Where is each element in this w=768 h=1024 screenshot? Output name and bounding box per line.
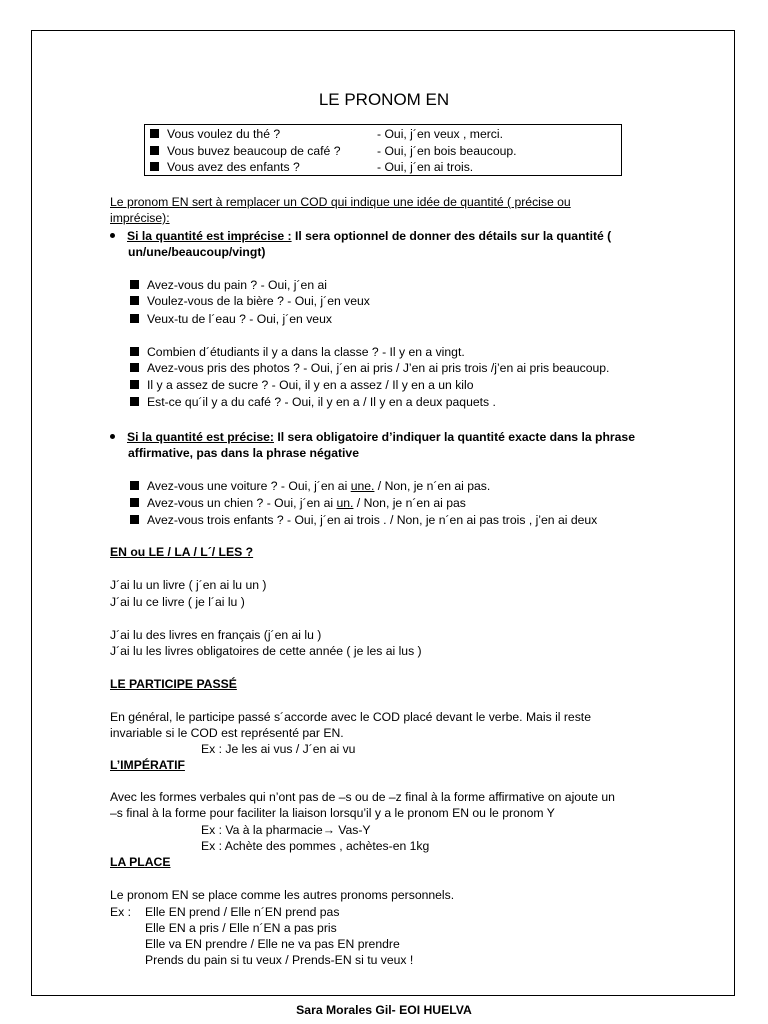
list-item: Avez-vous du pain ? - Oui, j´en ai	[130, 277, 327, 293]
bullet-icon	[110, 434, 115, 439]
list-item: Avez-vous trois enfants ? - Oui, j´en ai trois . / Non, je n´en ai pas trois , j’en ai deux	[130, 512, 597, 528]
square-bullet-icon	[130, 481, 139, 490]
imperatif-heading: L’IMPÉRATIF	[110, 758, 185, 772]
square-bullet-icon	[130, 280, 139, 289]
footer-author: Sara Morales Gil- EOI HUELVA	[296, 1003, 472, 1017]
participe-heading: LE PARTICIPE PASSÉ	[110, 677, 237, 691]
square-bullet-icon	[130, 363, 139, 372]
participe-line-2: invariable si le COD est représenté par EN.	[110, 726, 344, 740]
square-bullet-icon	[130, 347, 139, 356]
example-2: Vous buvez beaucoup de café ?	[150, 143, 340, 159]
list-item: Avez-vous une voiture ? - Oui, j´en ai une. / Non, je n´en ai pas.	[130, 478, 490, 494]
list-item: Veux-tu de l´eau ? - Oui, j´en veux	[130, 311, 332, 327]
list-item: Voulez-vous de la bière ? - Oui, j´en veux	[130, 293, 370, 309]
en-ou-line: J´ai lu ce livre ( je l´ai lu )	[110, 595, 245, 609]
imprecise-section	[110, 228, 611, 244]
place-line-1: Le pronom EN se place comme les autres pronoms personnels.	[110, 888, 455, 902]
example-2-answer: - Oui, j´en bois beaucoup.	[377, 144, 517, 158]
imprecise-text: Il sera optionnel de donner des détails sur la quantité (	[291, 229, 612, 243]
square-bullet-icon	[130, 296, 139, 305]
square-bullet-icon	[150, 129, 159, 138]
imperatif-example-1: Ex : Va à la pharmacie→ Vas-Y	[201, 823, 371, 837]
place-ex-label: Ex :	[110, 905, 131, 919]
list-item: Il y a assez de sucre ? - Oui, il y en a assez / Il y en a un kilo	[130, 377, 474, 393]
imprecise-text-2: un/une/beaucoup/vingt)	[128, 245, 266, 259]
example-3-answer: - Oui, j´en ai trois.	[377, 160, 474, 174]
precise-section	[110, 429, 635, 445]
participe-example: Ex : Je les ai vus / J´en ai vu	[201, 742, 356, 756]
precise-text: Il sera obligatoire d’indiquer la quantité exacte dans la phrase	[273, 430, 635, 444]
imprecise-heading: Si la quantité est imprécise :	[127, 229, 292, 243]
square-bullet-icon	[130, 515, 139, 524]
place-example: Elle EN prend / Elle n´EN prend pas	[145, 905, 340, 919]
imperatif-example-2: Ex : Achète des pommes , achètes-en 1kg	[201, 839, 430, 853]
list-item: Avez-vous pris des photos ? - Oui, j´en ai pris / J’en ai pris trois /j’en ai pris beaucoup.	[130, 360, 609, 376]
square-bullet-icon	[130, 380, 139, 389]
bullet-icon	[110, 233, 115, 238]
intro-line-2: imprécise):	[110, 211, 170, 225]
square-bullet-icon	[150, 146, 159, 155]
imperatif-line-2: –s final à la forme pour faciliter la liaison lorsqu’il y a le pronom EN ou le pronom Y	[110, 806, 555, 820]
list-item: Avez-vous un chien ? - Oui, j´en ai un. / Non, je n´en ai pas	[130, 495, 466, 511]
square-bullet-icon	[130, 314, 139, 323]
en-ou-heading: EN ou LE / LA / L´/ LES ?	[110, 545, 254, 559]
participe-line-1: En général, le participe passé s´accorde avec le COD placé devant le verbe. Mais il reste	[110, 710, 591, 724]
square-bullet-icon	[130, 498, 139, 507]
list-item: Est-ce qu´il y a du café ? - Oui, il y en a / Il y en a deux paquets .	[130, 394, 496, 410]
en-ou-line: J´ai lu les livres obligatoires de cette année ( je les ai lus )	[110, 644, 422, 658]
precise-heading: Si la quantité est précise:	[127, 430, 274, 444]
precise-text-2: affirmative, pas dans la phrase négative	[128, 446, 359, 460]
intro-line-1: Le pronom EN sert à remplacer un COD qui indique une idée de quantité ( précise ou	[110, 195, 571, 209]
en-ou-line: J´ai lu des livres en français (j´en ai lu )	[110, 628, 322, 642]
example-1: Vous voulez du thé ?	[150, 126, 280, 142]
place-example: Elle va EN prendre / Elle ne va pas EN prendre	[145, 937, 400, 951]
example-3: Vous avez des enfants ?	[150, 159, 300, 175]
place-example: Elle EN a pris / Elle n´EN a pas pris	[145, 921, 337, 935]
square-bullet-icon	[130, 397, 139, 406]
imperatif-line-1: Avec les formes verbales qui n’ont pas de –s ou de –z final à la forme affirmative on ajoute un	[110, 790, 615, 804]
list-item: Combien d´étudiants il y a dans la classe ? - Il y en a vingt.	[130, 344, 465, 360]
example-1-answer: - Oui, j´en veux , merci.	[377, 127, 503, 141]
place-heading: LA PLACE	[110, 855, 171, 869]
square-bullet-icon	[150, 162, 159, 171]
page-title: LE PRONOM EN	[318, 90, 450, 109]
place-example: Prends du pain si tu veux / Prends-EN si tu veux !	[145, 953, 414, 967]
en-ou-line: J´ai lu un livre ( j´en ai lu un )	[110, 578, 267, 592]
